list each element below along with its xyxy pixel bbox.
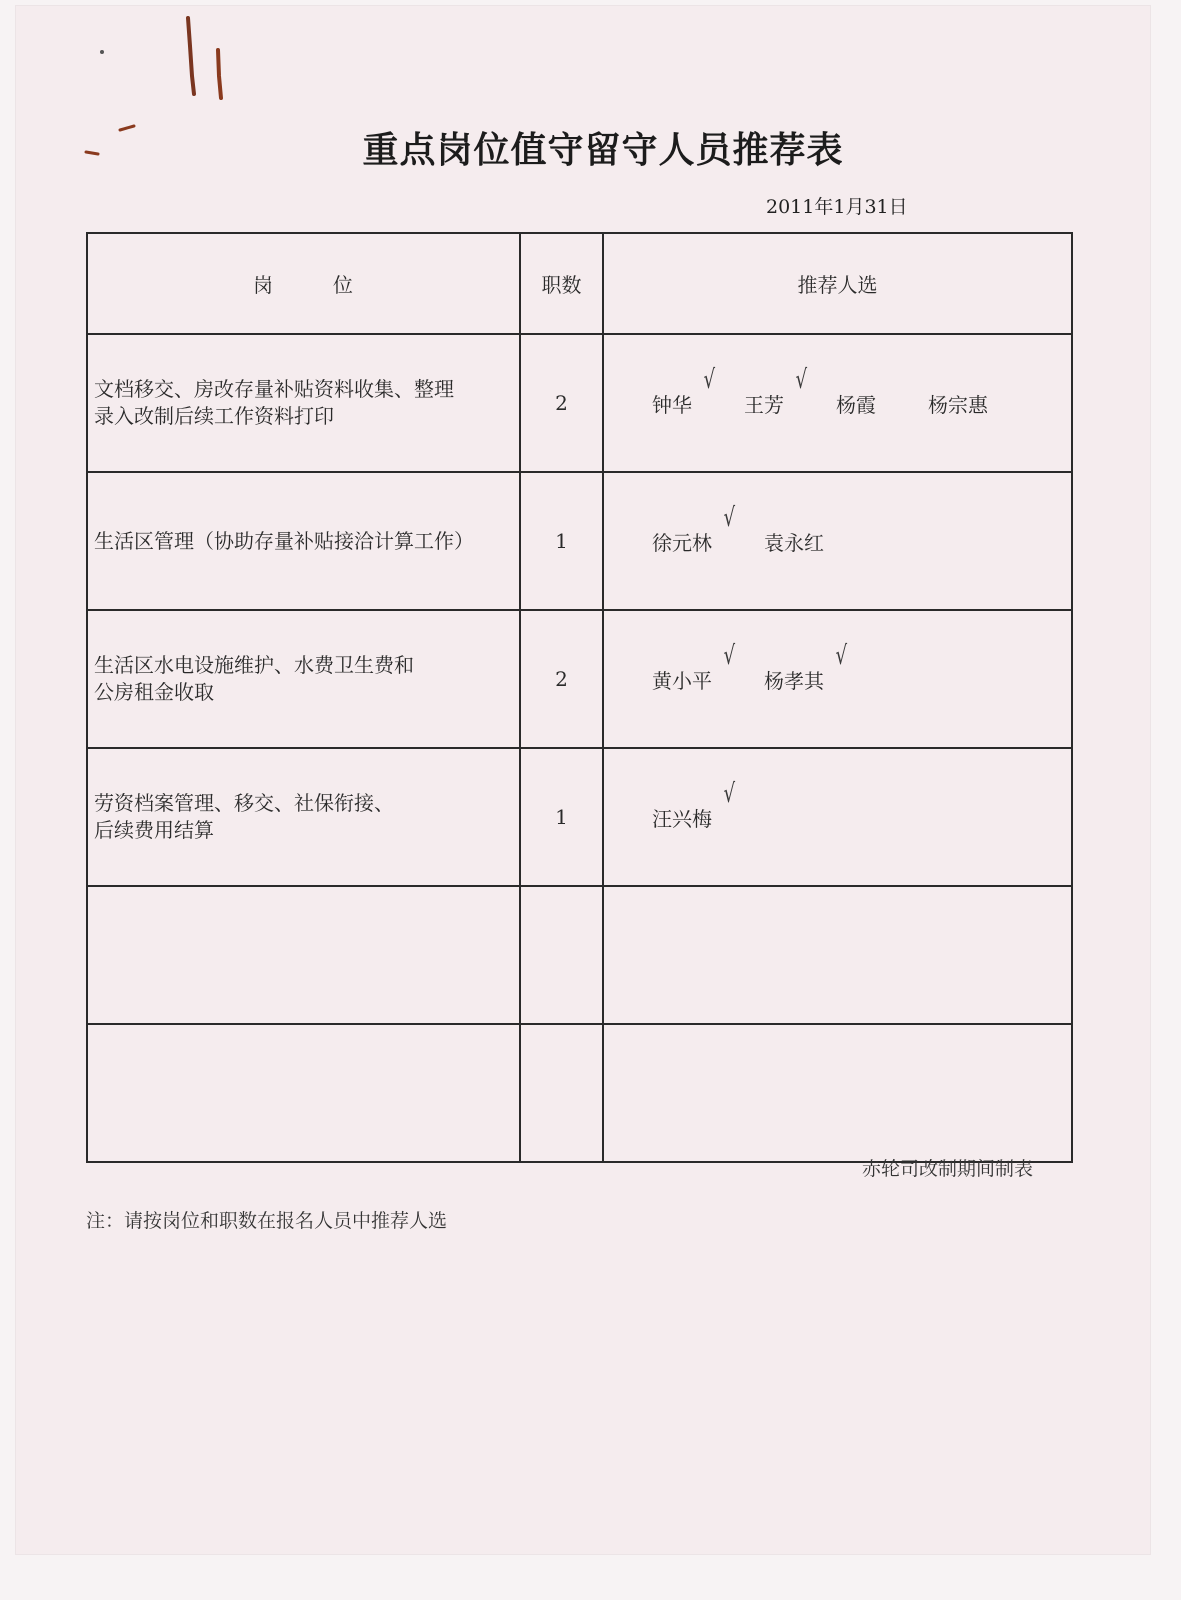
cell-candidates [603,610,1072,748]
cell-count: 1 [520,748,603,886]
cell-post [87,748,520,886]
candidate [764,527,824,556]
checkmark-icon: √ [703,364,716,395]
candidate [764,640,848,694]
post-line: 录入改制后续工作资料打印 [94,404,334,428]
candidate-name: 袁永红 [764,530,825,555]
candidate-name: 徐元林 [652,530,713,555]
post-line: 公房租金收取 [94,680,214,704]
cell-candidates [603,748,1072,886]
post-line: 劳资档案管理、移交、社保衔接、 [94,791,394,815]
checkmark-icon: √ [723,778,736,809]
candidate [652,778,736,832]
table-body [87,334,1072,1162]
candidate-name: 汪兴梅 [652,806,713,831]
document-title: 重点岗位值守留守人员推荐表 [362,129,844,171]
cell-count: 1 [520,472,603,610]
table-row [87,610,1072,748]
candidate [652,502,736,556]
cell-count [520,1024,603,1162]
post-line: 文档移交、房改存量补贴资料收集、整理 [94,377,454,401]
candidate [652,364,716,418]
candidate-list [652,778,1070,832]
checkmark-icon: √ [723,502,736,533]
table-row [87,886,1072,1024]
cell-post [87,334,520,472]
checkmark-icon: √ [835,640,848,671]
candidate [652,640,736,694]
candidate-name: 王芳 [744,392,785,417]
cell-post [87,610,520,748]
candidate-list [652,364,1070,418]
table-row [87,1024,1072,1162]
candidate-name: 黄小平 [652,668,713,693]
ink-stroke-1 [188,18,194,94]
header-count: 职数 [520,233,603,334]
candidate-name: 杨孝其 [764,668,825,693]
recommendation-table [86,232,1073,1163]
cell-count [520,886,603,1024]
header-candidates: 推荐人选 [603,233,1072,334]
cell-candidates [603,334,1072,472]
table-row [87,748,1072,886]
candidate [744,364,808,418]
checkmark-icon: √ [723,640,736,671]
cell-count: 2 [520,610,603,748]
table-row [87,472,1072,610]
document-date: 2011年1月31日 [766,196,908,218]
table-row [87,334,1072,472]
post-line: 生活区水电设施维护、水费卫生费和 [94,653,414,677]
cell-candidates [603,472,1072,610]
candidate-name: 钟华 [652,392,693,417]
checkmark-icon: √ [795,364,808,395]
cell-post [87,886,520,1024]
candidate-list [652,640,1070,694]
source-note: 赤轮司改制期间制表 [862,1158,1034,1180]
post-line: 生活区管理（协助存量补贴接洽计算工作） [94,528,474,553]
candidate-name: 杨宗惠 [928,392,989,417]
footnote: 注：请按岗位和职数在报名人员中推荐人选 [86,1210,448,1232]
paper-sheet [16,6,1150,1554]
cell-candidates [603,1024,1072,1162]
table-header-row [87,233,1072,334]
ink-dot [100,50,104,54]
ink-stroke-2 [218,50,221,98]
candidate-list [652,502,1070,556]
candidate-name: 杨霞 [836,392,877,417]
candidate [836,389,876,418]
post-line: 后续费用结算 [94,818,214,842]
cell-candidates [603,886,1072,1024]
cell-post [87,472,520,610]
header-post: 岗位 [87,233,520,334]
candidate [928,389,988,418]
cell-post [87,1024,520,1162]
cell-count: 2 [520,334,603,472]
